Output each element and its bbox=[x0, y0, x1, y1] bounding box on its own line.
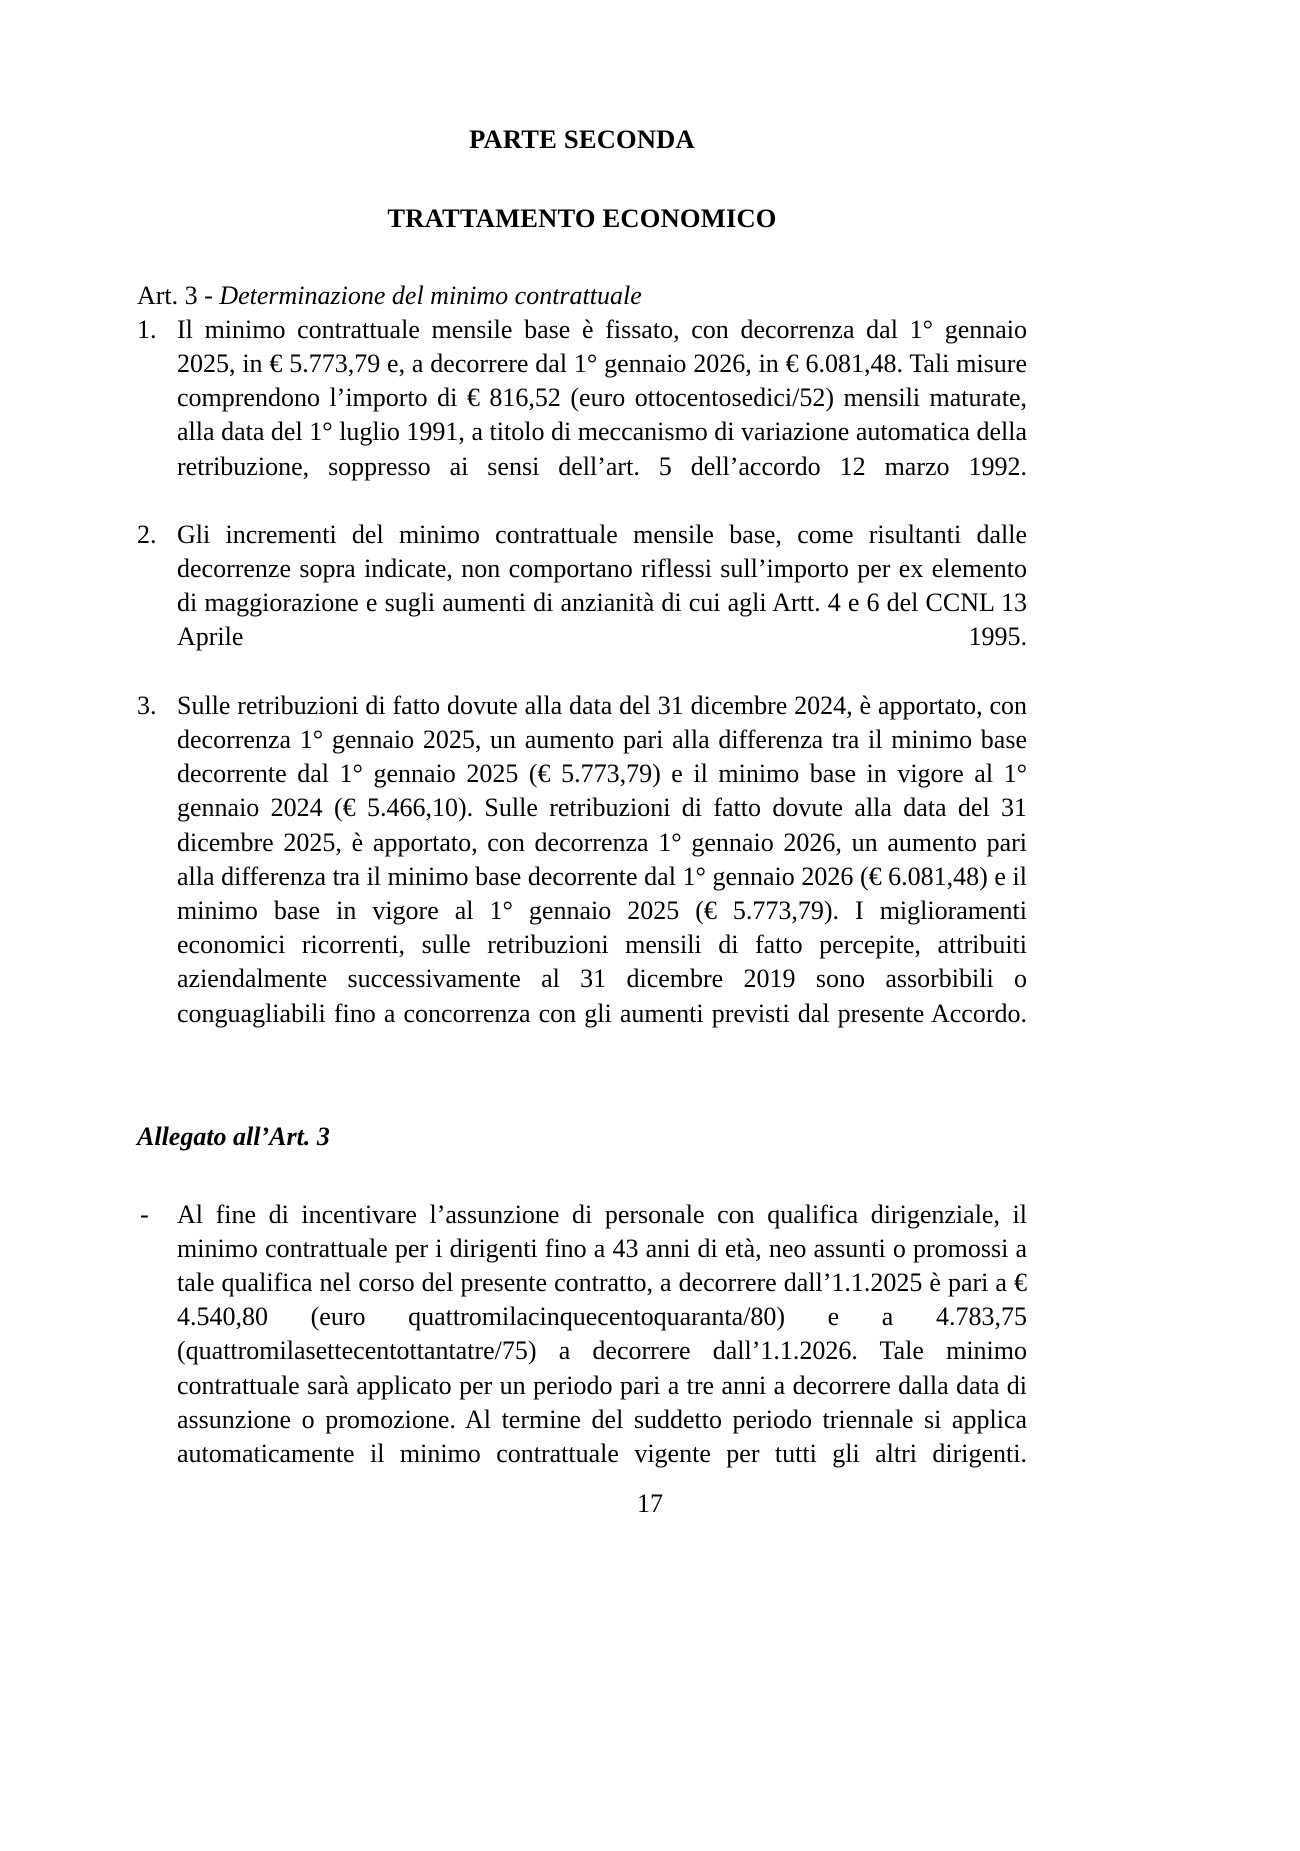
part-title-heading: PARTE SECONDA bbox=[469, 124, 695, 154]
clause-item bbox=[137, 689, 1027, 1065]
article-heading bbox=[137, 279, 1027, 313]
clause-text: Gli incrementi del minimo contrattuale mensile base, come risultanti dalle decorrenze sopra indicate, non comportano riflessi sull’importo per ex elemento di maggiorazione e sugli aumenti di anzianità di cui agli Artt. 4 e 6 del CCNL 13 Aprile 1995. bbox=[177, 519, 1027, 652]
clause-marker: 3. bbox=[137, 690, 157, 720]
annex-list bbox=[137, 1198, 1027, 1506]
annex-marker: - bbox=[140, 1199, 149, 1229]
clause-list bbox=[137, 313, 1027, 1065]
clause-text: Sulle retribuzioni di fatto dovute alla data del 31 dicembre 2024, è apportato, con decorrenza 1° gennaio 2025, un aumento pari alla differenza tra il minimo base decorrente dal 1° gennaio 2025 (€ 5.773,79) e il minimo base in vigore al 1° gennaio 2024 (€ 5.466,10). Sulle retribuzioni di fatto dovute alla data del 31 dicembre 2025, è apportato, con decorrenza 1° gennaio 2026, un aumento pari alla differenza tra il minimo base decorrente dal 1° gennaio 2026 (€ 6.081,48) e il minimo base in vigore al 1° gennaio 2025 (€ 5.773,79). I miglioramenti economici ricorrenti, sulle retribuzioni mensili di fatto percepite, attribuiti aziendalmente successivamente al 31 dicembre 2019 sono assorbibili o conguagliabili fino a concorrenza con gli aumenti previsti dal presente Accordo. bbox=[177, 690, 1027, 1028]
annex-heading: Allegato all’Art. 3 bbox=[137, 1121, 330, 1151]
clause-marker: 1. bbox=[137, 314, 157, 344]
article-title-text: Determinazione del minimo contrattuale bbox=[219, 281, 642, 310]
section-title-heading: TRATTAMENTO ECONOMICO bbox=[387, 202, 777, 233]
page-number: 17 bbox=[637, 1489, 663, 1518]
clause-marker: 2. bbox=[137, 519, 157, 549]
annex-text: Al fine di incentivare l’assunzione di personale con qualifica dirigenziale, il minimo contrattuale per i dirigenti fino a 43 anni di età, neo assunti o promossi a tale qualifica nel corso del presente contratto, a decorrere dall’1.1.2025 è pari a € 4.540,80 (euro quattromilacinquecentoquaranta/80) e a 4.783,75 (quattromilasettecentottantatre/75) a decorrere dall’1.1.2026. Tale minimo contrattuale sarà applicato per un periodo pari a tre anni a decorrere dalla data di assunzione o promozione. Al termine del suddetto periodo triennale si applica automaticamente il minimo contrattuale vigente per tutti gli altri dirigenti. bbox=[177, 1199, 1027, 1469]
clause-item bbox=[137, 518, 1027, 689]
annex-item bbox=[137, 1198, 1027, 1506]
clause-item bbox=[137, 313, 1027, 518]
article-number-label: Art. 3 - bbox=[137, 281, 220, 310]
page-content bbox=[137, 126, 1027, 1505]
clause-text: Il minimo contrattuale mensile base è fissato, con decorrenza dal 1° gennaio 2025, in € 5.773,79 e, a decorrere dal 1° gennaio 2026, in € 6.081,48. Tali misure comprendono l’importo di € 816,52 (euro ottocentosedici/52) mensili maturate, alla data del 1° luglio 1991, a titolo di meccanismo di variazione automatica della retribuzione, soppresso ai sensi dell’art. 5 dell’accordo 12 marzo 1992. bbox=[177, 314, 1027, 481]
